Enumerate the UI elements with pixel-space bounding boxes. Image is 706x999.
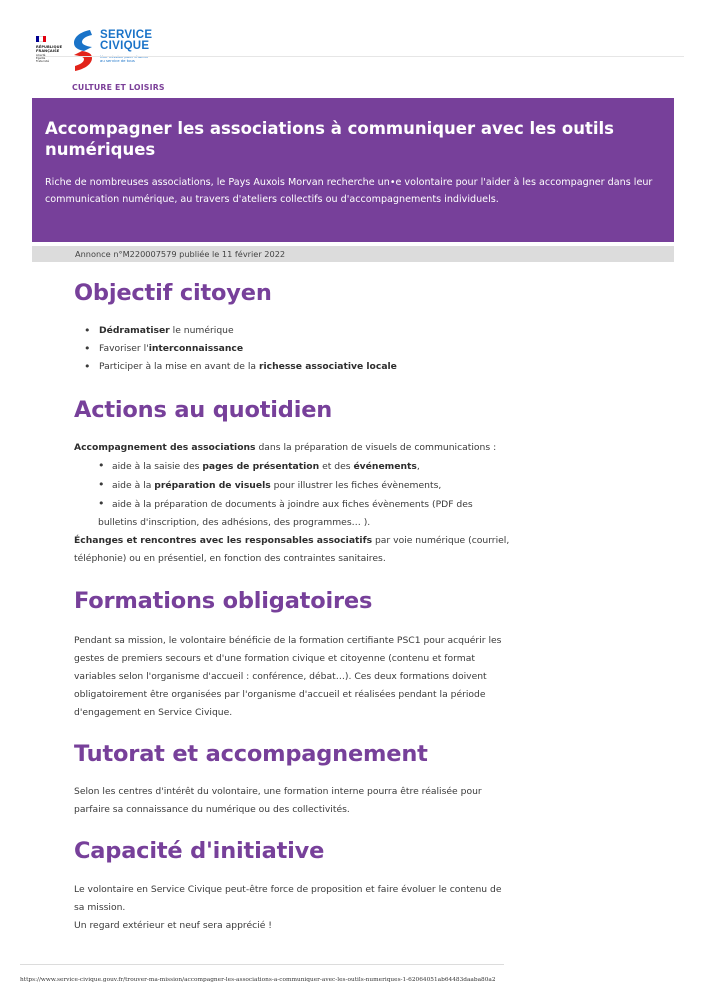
section-title: Actions au quotidien [74, 397, 333, 423]
list-item: • Dédramatiser le numérique [84, 322, 514, 340]
list-item: • aide à la saisie des pages de présentation et des événements, [98, 459, 420, 472]
section-formations-obligatoires [74, 586, 514, 722]
capacite-text-2: Un regard extérieur et neuf sera apprécié ! [74, 920, 272, 931]
service-civique-tagline: au service de tous [100, 58, 135, 64]
actions-outro: Échanges et rencontres avec les responsables associatifs par voie numérique (courriel, téléphonie) ou en présentiel, en fonction des contraintes sanitaires. [74, 535, 510, 564]
mission-title: Accompagner les associations à communiquer avec les outils numériques [45, 119, 615, 159]
section-title: Formations obligatoires [74, 588, 373, 614]
list-item: • aide à la préparation de visuels pour illustrer les fiches évènements, [98, 478, 442, 491]
service-civique-title: SERVICE CIVIQUE [100, 29, 153, 52]
list-item: • aide à la préparation de documents à joindre aux fiches évènements (PDF des bulletins d'inscription, des adhésions, des programmes… ). [98, 497, 473, 528]
section-actions-quotidien [74, 395, 514, 568]
mission-category: CULTURE ET LOISIRS [72, 83, 165, 92]
republique-francaise-text: RÉPUBLIQUE FRANÇAISE Égalité Fraternité [36, 45, 63, 63]
section-title: Capacité d'initiative [74, 838, 325, 864]
footer-divider [20, 964, 504, 965]
section-title: Objectif citoyen [74, 280, 272, 306]
site-header [36, 28, 62, 72]
section-objectif-citoyen [74, 278, 514, 376]
actions-list [74, 457, 514, 532]
objectif-list [74, 322, 514, 376]
marianne-flag-icon [36, 36, 46, 42]
tutorat-text: Selon les centres d'intérêt du volontaire, une formation interne pourra être réalisée pour parfaire sa connaissance du numérique ou des collectivités. [74, 786, 482, 815]
annonce-reference: Annonce n°M220007579 publiée le 11 février 2022 [32, 246, 674, 262]
list-item: • Favoriser l'interconnaissance [84, 340, 514, 358]
republique-francaise-logo[interactable] [36, 34, 62, 66]
formations-text: Pendant sa mission, le volontaire bénéficie de la formation certifiante PSC1 pour acquérir les gestes de premiers secours et d'une formation civique et citoyenne (contenu et format variables selon l'organisme d'accueil : conférence, débat…). Ces deux formations doivent obligatoirement être organisées par l'organisme d'accueil et réalisées pendant la période d'engagement en Service Civique. [74, 635, 502, 718]
capacite-text: Le volontaire en Service Civique peut-être force de proposition et faire évoluer le contenu de sa mission. [74, 884, 502, 913]
section-tutorat [74, 739, 514, 819]
mission-hero [32, 98, 674, 242]
page-url[interactable]: https://www.service-civique.gouv.fr/trouver-ma-mission/accompagner-les-associations-a-communiquer-avec-les-outils-numeriques-1-62064051ab64483daaba80a2 [20, 977, 496, 983]
mission-summary: Riche de nombreuses associations, le Pays Auxois Morvan recherche un•e volontaire pour l'aider à les accompagner dans leur communication numérique, au travers d'ateliers collectifs ou d'accompagnements individuels. [45, 177, 653, 205]
mission-content [74, 278, 514, 935]
header-divider [36, 56, 684, 57]
section-capacite-initiative [74, 836, 514, 935]
list-item: • Participer à la mise en avant de la richesse associative locale [84, 358, 514, 376]
actions-intro: Accompagnement des associations dans la préparation de visuels de communications : [74, 442, 497, 453]
service-civique-logo-icon[interactable] [70, 28, 96, 72]
section-title: Tutorat et accompagnement [74, 741, 428, 767]
